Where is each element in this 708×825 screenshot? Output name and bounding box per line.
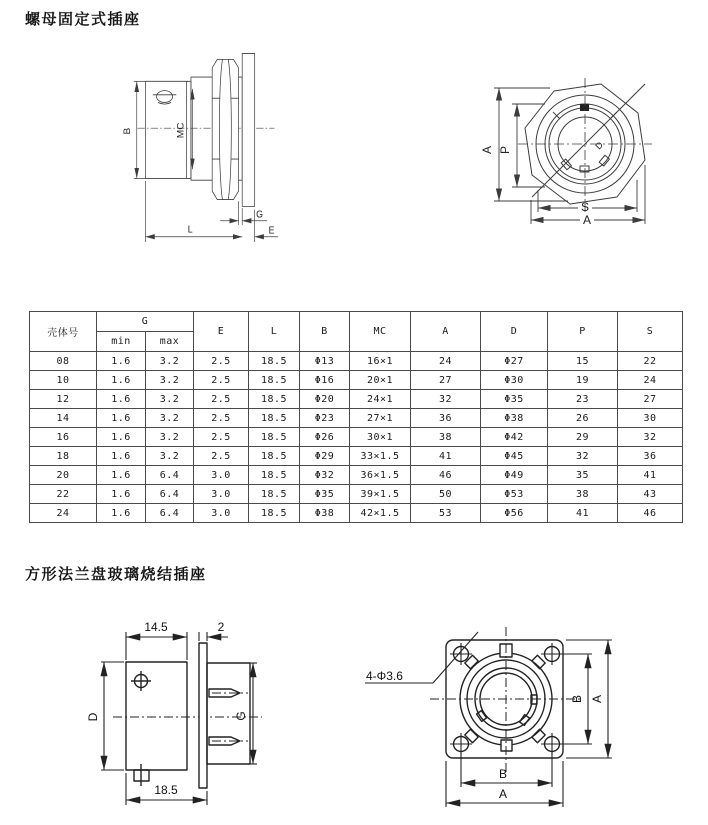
table-cell: Φ27 (481, 352, 548, 371)
table-cell: 23 (548, 390, 618, 409)
mounting-hole (450, 643, 472, 665)
table-cell: 3.0 (194, 504, 249, 523)
table-cell: 32 (618, 428, 683, 447)
nut-socket-front-view-drawing (480, 55, 695, 240)
dim-label-B-bottom: B (498, 767, 508, 781)
table-cell: Φ32 (300, 466, 350, 485)
table-row (30, 428, 683, 447)
nut-socket-side-view-drawing (95, 45, 355, 290)
col-header-shell-no: 壳体号 (30, 312, 97, 352)
col-header-B: B (300, 312, 350, 352)
dim-label-MC: MC (176, 122, 187, 139)
table-cell: Φ26 (300, 428, 350, 447)
table-cell: 20×1 (350, 371, 411, 390)
table-cell: 22 (30, 485, 97, 504)
table-cell: 18.5 (249, 409, 300, 428)
table-cell: 32 (411, 390, 481, 409)
table-cell: 43 (618, 485, 683, 504)
screw-head (153, 91, 176, 105)
table-cell: 1.6 (97, 504, 146, 523)
table-cell: 1.6 (97, 466, 146, 485)
side-view-geometry (137, 53, 274, 206)
table-cell: Φ23 (300, 409, 350, 428)
table-cell: 1.6 (97, 371, 146, 390)
table-cell: 18.5 (249, 504, 300, 523)
table-cell: 18.5 (249, 447, 300, 466)
table-cell: 08 (30, 352, 97, 371)
table-cell: 3.2 (146, 352, 194, 371)
table-cell: Φ53 (481, 485, 548, 504)
dim-label-B: B (122, 127, 133, 135)
table-cell: 27×1 (350, 409, 411, 428)
dim-label-A-bottom: A (582, 213, 592, 227)
table-cell: 2.5 (194, 371, 249, 390)
table-cell: Φ38 (481, 409, 548, 428)
flange-plate (242, 53, 254, 206)
table-row (30, 409, 683, 428)
table-cell: 1.6 (97, 485, 146, 504)
table-cell: 46 (618, 504, 683, 523)
table-cell: 10 (30, 371, 97, 390)
table-cell: 30×1 (350, 428, 411, 447)
table-cell: 6.4 (146, 485, 194, 504)
table-cell: 20 (30, 466, 97, 485)
table-cell: 36 (618, 447, 683, 466)
table-cell: 3.0 (194, 485, 249, 504)
table-cell: 15 (548, 352, 618, 371)
table-cell: Φ16 (300, 371, 350, 390)
table-cell: 18 (30, 447, 97, 466)
table-cell: 50 (411, 485, 481, 504)
table-cell: Φ29 (300, 447, 350, 466)
dim-label-P: P (498, 145, 512, 155)
table-cell: 3.2 (146, 409, 194, 428)
table-cell: 36×1.5 (350, 466, 411, 485)
col-header-D: D (481, 312, 548, 352)
table-cell: 18.5 (249, 466, 300, 485)
table-cell: 27 (618, 390, 683, 409)
table-row (30, 352, 683, 371)
table-cell: 18.5 (249, 352, 300, 371)
table-cell: 14 (30, 409, 97, 428)
col-header-G-max: max (146, 332, 194, 352)
front-view2-geometry (365, 627, 582, 772)
table-cell: 3.2 (146, 428, 194, 447)
table-cell: 2.5 (194, 428, 249, 447)
dim-label-A-left: A (480, 145, 494, 155)
dim-label-D: D (593, 139, 606, 152)
col-header-G-min: min (97, 332, 146, 352)
table-row (30, 447, 683, 466)
table-cell: 42×1.5 (350, 504, 411, 523)
table-row (30, 466, 683, 485)
table-cell: Φ13 (300, 352, 350, 371)
table-cell: 30 (618, 409, 683, 428)
dim-label-E: E (268, 224, 275, 237)
table-cell: 3.2 (146, 447, 194, 466)
table-cell: 18.5 (249, 485, 300, 504)
table-cell: 24×1 (350, 390, 411, 409)
contact-pin (209, 737, 248, 745)
table-cell: 16 (30, 428, 97, 447)
table-cell: 39×1.5 (350, 485, 411, 504)
table-cell: 38 (411, 428, 481, 447)
dim-label-G: G (234, 711, 248, 721)
section1-title: 螺母固定式插座 (25, 11, 141, 28)
table-cell: 26 (548, 409, 618, 428)
table-cell: 18.5 (249, 371, 300, 390)
table-cell: 33×1.5 (350, 447, 411, 466)
table-cell: Φ20 (300, 390, 350, 409)
table-cell: 46 (411, 466, 481, 485)
table-cell: 24 (30, 504, 97, 523)
front-view2-dimensions (446, 640, 612, 807)
table-cell: 24 (411, 352, 481, 371)
table-cell: 1.6 (97, 428, 146, 447)
col-header-MC: MC (350, 312, 411, 352)
table-cell: 6.4 (146, 504, 194, 523)
table-cell: 38 (548, 485, 618, 504)
flange-socket-front-view-drawing (360, 620, 615, 815)
table-cell: 1.6 (97, 390, 146, 409)
table-cell: 19 (548, 371, 618, 390)
dim-label-L: L (187, 224, 193, 236)
table-cell: 32 (548, 447, 618, 466)
table-cell: 53 (411, 504, 481, 523)
dim-label-G: G (256, 208, 263, 221)
table-cell: 27 (411, 371, 481, 390)
table-cell: 12 (30, 390, 97, 409)
table-cell: 3.0 (194, 466, 249, 485)
col-header-L: L (249, 312, 300, 352)
table-cell: 2.5 (194, 447, 249, 466)
flange-plate (199, 643, 207, 788)
dim-label-D: D (86, 712, 100, 722)
table-cell: 3.2 (146, 390, 194, 409)
dim-label-2: 2 (217, 620, 225, 634)
table-cell: Φ38 (300, 504, 350, 523)
mounting-hole (450, 733, 472, 755)
table-cell: 2.5 (194, 390, 249, 409)
table-cell: Φ30 (481, 371, 548, 390)
dim-label-A-right: A (590, 694, 604, 704)
table-cell: 18.5 (249, 390, 300, 409)
table-cell: 1.6 (97, 447, 146, 466)
dim-label-B-right: B (570, 694, 584, 704)
table-cell: 2.5 (194, 409, 249, 428)
section2-title: 方形法兰盘玻璃烧结插座 (25, 566, 207, 583)
dim-label-4xphi3-6: 4-Φ3.6 (366, 669, 403, 683)
table-cell: Φ42 (481, 428, 548, 447)
table-cell: 41 (411, 447, 481, 466)
contact-pin (209, 689, 248, 697)
side-view2-dimensions (86, 620, 257, 805)
table-cell: Φ45 (481, 447, 548, 466)
table-cell: 2.5 (194, 352, 249, 371)
table-row (30, 371, 683, 390)
table-row (30, 485, 683, 504)
table-row (30, 390, 683, 409)
col-header-G: G (97, 312, 194, 332)
table-cell: Φ49 (481, 466, 548, 485)
table-cell: 1.6 (97, 409, 146, 428)
table-cell: 16×1 (350, 352, 411, 371)
dim-label-A-bottom: A (498, 787, 508, 801)
dim-label-S: S (580, 200, 590, 214)
polarizing-key (580, 104, 589, 111)
table-cell: 29 (548, 428, 618, 447)
hex-nut (212, 59, 238, 199)
col-header-A: A (411, 312, 481, 352)
table-cell: Φ35 (300, 485, 350, 504)
table-cell: 41 (548, 504, 618, 523)
dimension-spec-table (29, 311, 683, 523)
screw-head (131, 671, 151, 691)
table-row (30, 504, 683, 523)
table-cell: 22 (618, 352, 683, 371)
table-cell: Φ35 (481, 390, 548, 409)
table-cell: 35 (548, 466, 618, 485)
table-cell: 6.4 (146, 466, 194, 485)
dim-label-18-5: 18.5 (154, 783, 178, 797)
col-header-P: P (548, 312, 618, 352)
table-cell: 3.2 (146, 371, 194, 390)
table-cell: 41 (618, 466, 683, 485)
table-cell: 24 (618, 371, 683, 390)
table-cell: Φ56 (481, 504, 548, 523)
table-cell: 1.6 (97, 352, 146, 371)
col-header-E: E (194, 312, 249, 352)
dim-label-14-5: 14.5 (144, 620, 168, 634)
table-cell: 18.5 (249, 428, 300, 447)
table-cell: 36 (411, 409, 481, 428)
flange-socket-side-view-drawing (85, 615, 270, 815)
col-header-S: S (618, 312, 683, 352)
